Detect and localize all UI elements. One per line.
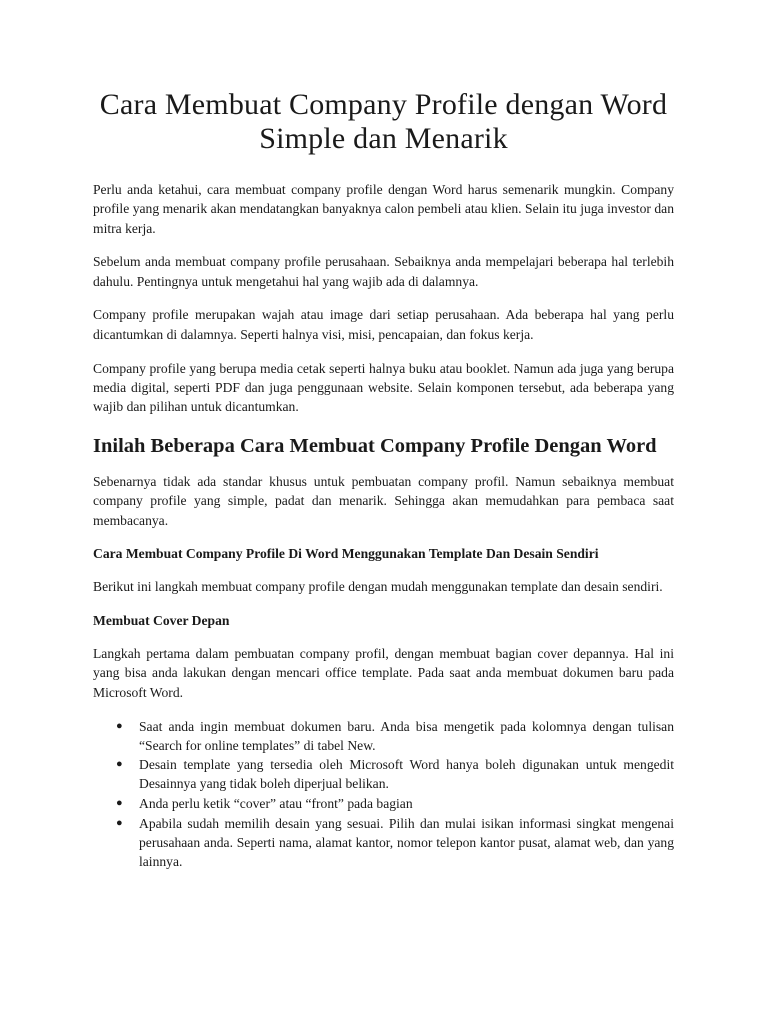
list-item (116, 814, 674, 871)
bullet-icon: ● (116, 719, 123, 732)
intro-paragraph-1: Perlu anda ketahui, cara membuat company profile dengan Word harus semenarik mungkin. Company profile yang menarik akan mendatangkan banyaknya calon pembeli atau klien. Selain itu juga investor dan mitra kerja. (93, 182, 674, 236)
list-item-text: Apabila sudah memilih desain yang sesuai. Pilih dan mulai isikan informasi singkat mengenai perusahaan anda. Seperti nama, alamat kantor, nomor telepon kantor pusat, alamat web, dan yang lainnya. (139, 815, 674, 869)
section-paragraph: Sebenarnya tidak ada standar khusus untuk pembuatan company profil. Namun sebaiknya membuat company profile yang simple, padat dan menarik. Sehingga akan memudahkan para pembaca saat membacanya. (93, 473, 674, 528)
subheading-template: Cara Membuat Company Profile Di Word Menggunakan Template Dan Desain Sendiri (93, 546, 599, 562)
document-page (93, 88, 674, 871)
intro-paragraph-2: Sebelum anda membuat company profile perusahaan. Sebaiknya anda mempelajari beberapa hal terlebih dahulu. Pentingnya untuk mengetahui hal yang wajib ada di dalamnya. (93, 254, 674, 289)
intro-paragraph-3: Company profile merupakan wajah atau image dari setiap perusahaan. Ada beberapa hal yang perlu dicantumkan di dalamnya. Seperti halnya visi, misi, pencapaian, dan fokus kerja. (93, 307, 674, 342)
steps-list (93, 717, 674, 871)
list-item (116, 717, 674, 755)
list-item-text: Anda perlu ketik “cover” atau “front” pada bagian (139, 795, 413, 811)
list-item-text: Desain template yang tersedia oleh Microsoft Word hanya boleh digunakan untuk mengedit Desainnya yang tidak boleh diperjual belikan. (139, 757, 674, 792)
list-item (116, 755, 674, 793)
subheading-cover: Membuat Cover Depan (93, 613, 230, 629)
list-item (116, 794, 674, 813)
page-title: Cara Membuat Company Profile dengan Word Simple dan Menarik (99, 88, 668, 155)
bullet-icon: ● (116, 796, 123, 809)
intro-paragraph-4: Company profile yang berupa media cetak seperti halnya buku atau booklet. Namun ada juga yang berupa media digital, seperti PDF dan juga penggunaan website. Selain komponen tersebut, ada beberapa yang wajib dan pilihan untuk dicantumkan. (93, 360, 674, 415)
subheading-cover-paragraph: Langkah pertama dalam pembuatan company profil, dengan membuat bagian cover depannya. Hal ini yang bisa anda lakukan dengan mencari office template. Pada saat anda membuat dokumen baru pada Microsoft Word. (93, 646, 674, 700)
section-heading: Inilah Beberapa Cara Membuat Company Profile Dengan Word (93, 435, 657, 458)
list-item-text: Saat anda ingin membuat dokumen baru. Anda bisa mengetik pada kolomnya dengan tulisan “Search for online templates” di tabel New. (139, 718, 674, 753)
bullet-icon: ● (116, 816, 123, 829)
subheading-template-paragraph: Berikut ini langkah membuat company profile dengan mudah menggunakan template dan desain sendiri. (93, 579, 663, 595)
bullet-icon: ● (116, 758, 123, 771)
